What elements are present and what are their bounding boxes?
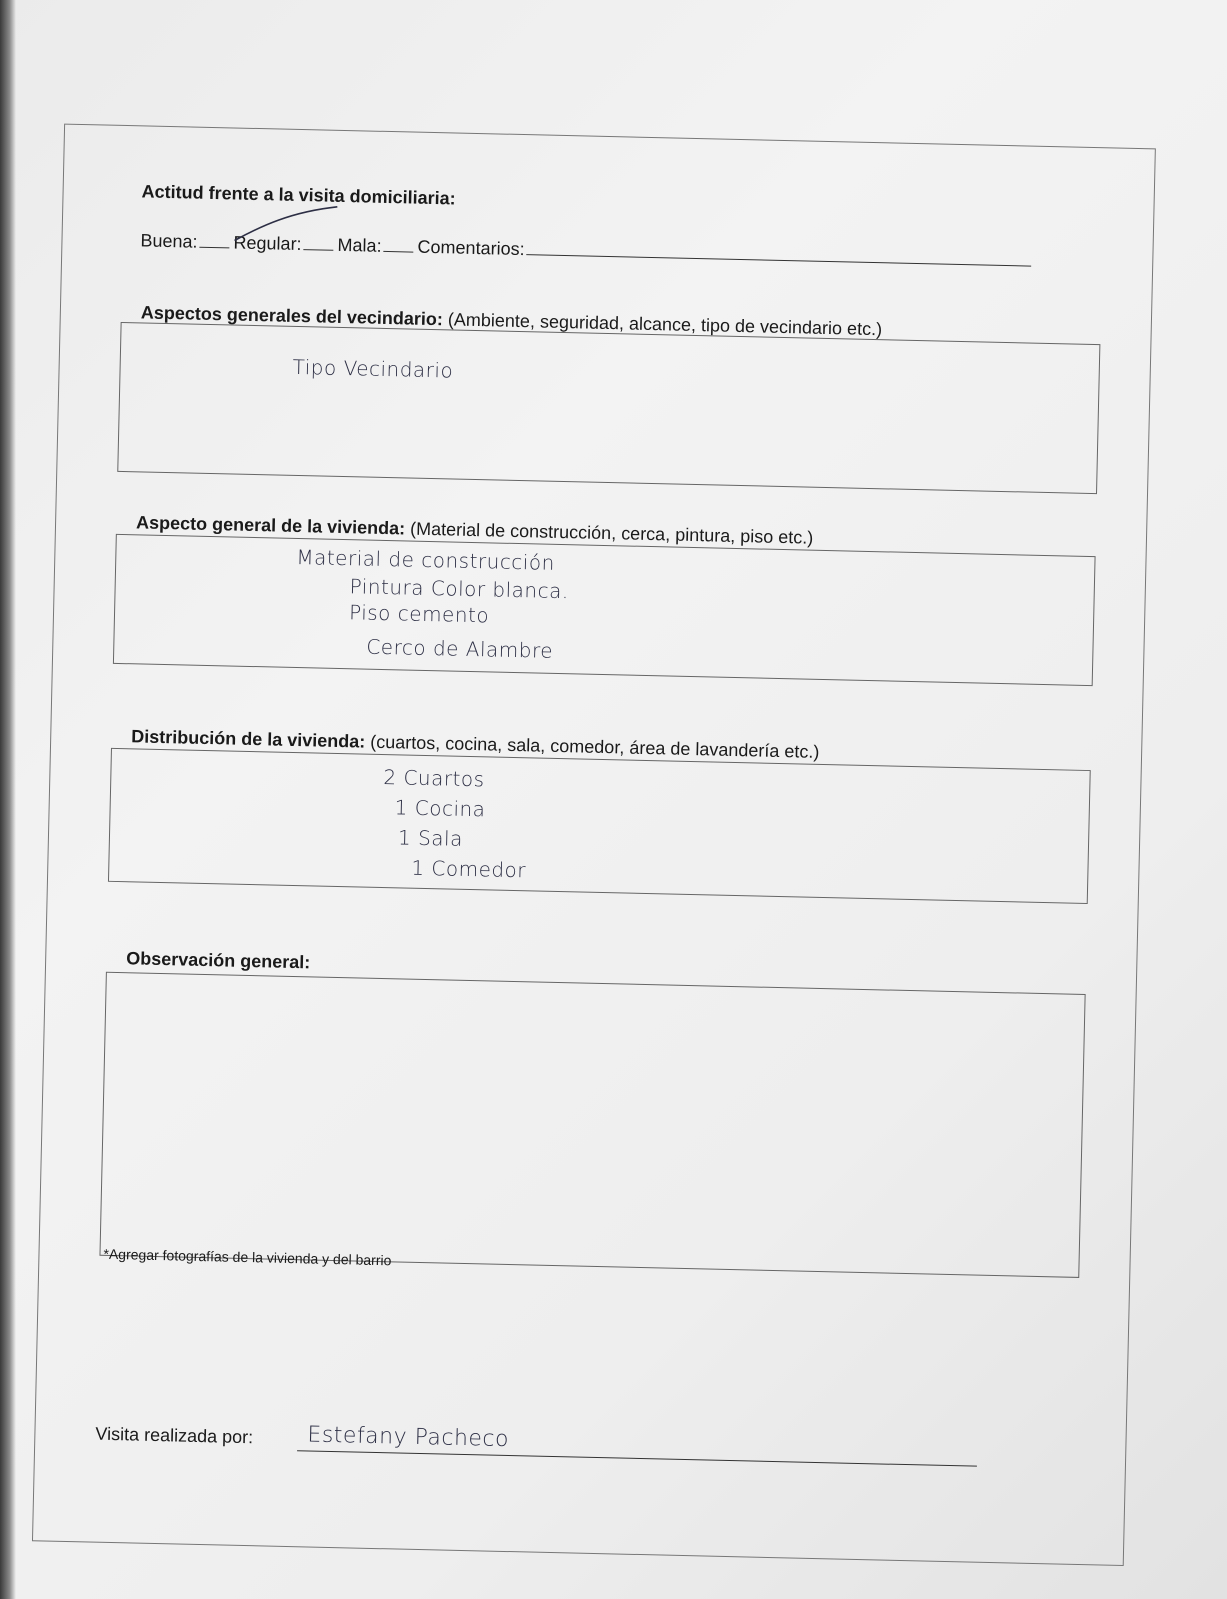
distribution-line-2: 1 Cocina [394,795,486,822]
attitude-heading: Actitud frente a la visita domiciliaria: [141,181,456,209]
distribution-box[interactable] [108,748,1091,904]
signature: Estefany Pacheco [307,1422,510,1453]
buena-label: Buena: [140,230,198,252]
visit-row [95,1424,253,1449]
neighborhood-handwriting: Tipo Vecindario [292,354,454,383]
housing-heading: Aspecto general de la vivienda: (Material de construcción, cerca, pintura, piso etc.) [135,512,814,548]
home-visit-form [32,124,1156,1566]
distribution-line-1: 2 Cuartos [383,765,485,792]
signature-line[interactable] [297,1450,977,1466]
housing-line-3: Piso cemento [348,600,490,628]
visit-label: Visita realizada por: [95,1423,254,1448]
mala-label: Mala: [337,234,382,256]
comentarios-label: Comentarios: [417,236,525,260]
housing-line-1: Material de construcción [296,544,556,575]
page-edge-shadow [0,0,16,1599]
regular-label: Regular: [233,232,302,255]
buena-check-mark [230,200,341,248]
neighborhood-box[interactable] [117,322,1100,494]
neighborhood-heading: Aspectos generales del vecindario: (Ambiente, seguridad, alcance, tipo de vecindario etc.) [140,302,883,340]
mala-blank[interactable] [383,237,413,253]
distribution-line-4: 1 Comedor [411,855,527,883]
housing-box[interactable] [113,534,1096,686]
comentarios-blank[interactable] [526,240,1031,266]
distribution-heading: Distribución de la vivienda: (cuartos, cocina, sala, comedor, área de lavandería etc.) [131,726,820,762]
buena-blank[interactable] [199,233,229,249]
observation-heading: Observación general: [125,948,311,973]
housing-line-4: Cerco de Alambre [366,634,554,663]
distribution-line-3: 1 Sala [397,825,464,851]
housing-line-2: Pintura Color blanca. [349,574,570,604]
observation-note: *Agregar fotografías de la vivienda y del barrio [103,1245,392,1269]
observation-box[interactable] [99,972,1085,1278]
